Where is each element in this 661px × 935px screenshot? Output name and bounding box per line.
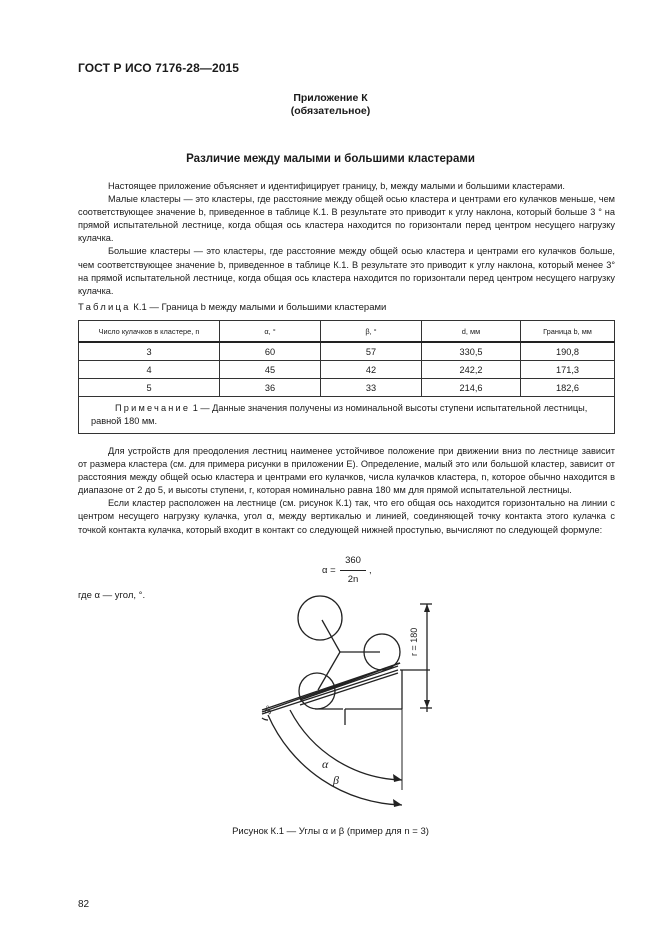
arrowhead (424, 604, 430, 612)
table-cell: 242,2 (422, 361, 521, 379)
formula-numerator: 360 (345, 555, 361, 566)
reference-line (262, 670, 398, 714)
paragraph: Большие кластеры — это кластеры, где расстояние между общей осью кластера и центрами его кулачков больше, чем соответствующее значение b, приведенное в таблице К.1. В результате это приводит к углу наклона, который менее 3° на прямой испытательной лестнице, когда общая ось кластера находится по горизонтали перед центром несущего нагрузку кулачка. (78, 246, 615, 296)
table-cell: 57 (321, 342, 422, 361)
r-label: r = 180 (409, 627, 419, 656)
annex-label: Приложение К (293, 92, 368, 104)
note-label: Примечание (115, 403, 191, 413)
table-cell: 45 (220, 361, 321, 379)
table-cell: 5 (79, 379, 220, 397)
table-header-cell: d, мм (422, 321, 521, 343)
table-cell: 3 (79, 342, 220, 361)
table-cell: 182,6 (521, 379, 615, 397)
table-cell: 330,5 (422, 342, 521, 361)
three-degree-label: 3° (262, 704, 275, 716)
alpha-arc (290, 710, 402, 780)
document-header: ГОСТ Р ИСО 7176-28—2015 (78, 61, 240, 75)
table-header-cell: β, ° (321, 321, 422, 343)
table-header-cell: α, ° (220, 321, 321, 343)
formula-lhs: α = (322, 565, 336, 576)
table-cell: 190,8 (521, 342, 615, 361)
arrowhead (393, 799, 402, 807)
table-cell: 4 (79, 361, 220, 379)
formula-comma: , (369, 565, 372, 576)
table-cell: 214,6 (422, 379, 521, 397)
table-cell: 60 (220, 342, 321, 361)
cluster-wheel (298, 596, 342, 640)
contact-line (300, 673, 398, 705)
paragraph: Если кластер расположен на лестнице (см. рисунок К.1) так, что его общая ось находится горизонтально на линии с центром несущего нагрузку кулачка, угол α, между вертикалью и линией, соединяющей точку контакта этого кулачка с точкой контакта кулачка, который входит в контакт со следующей нижней проступью, вычисляют по следующей формуле: (78, 498, 615, 535)
arrowhead (393, 774, 402, 782)
contact-line (300, 666, 398, 700)
table-caption-prefix: Таблица (78, 302, 131, 313)
cluster-spoke (322, 620, 340, 652)
table-header-cell: Граница b, мм (521, 321, 615, 343)
page-number: 82 (78, 899, 90, 910)
three-degree-arc (262, 718, 268, 720)
where-clause: где α — угол, °. (78, 590, 146, 601)
table-cell: 171,3 (521, 361, 615, 379)
figure-caption: Рисунок К.1 — Углы α и β (пример для n = 3) (232, 826, 429, 837)
table-cell: 33 (321, 379, 422, 397)
paragraph: Малые кластеры — это кластеры, где расстояние между общей осью кластера и центрами его кулачков меньше, чем соответствующее значение b, приведенное в таблице К.1. В результате это приводит к углу наклона, который больше 3 ° на прямой испытательной лестнице, когда общая ось кластера находится по горизонтали перед центром несущего нагрузку кулачка. (78, 194, 615, 244)
table-cell: 36 (220, 379, 321, 397)
note-text: 1 — Данные значения получены из номинальной высоты ступени испытательной лестницы, равной 180 мм. (91, 403, 588, 426)
paragraph: Настоящее приложение объясняет и идентифицирует границу, b, между малыми и большими кластерами. (108, 181, 565, 191)
table-cell: 42 (321, 361, 422, 379)
beta-label: β (333, 773, 339, 787)
table-caption-text: К.1 — Граница b между малыми и большими кластерами (130, 302, 387, 313)
formula-denominator: 2n (347, 574, 359, 585)
arrowhead (424, 700, 430, 708)
paragraph: Для устройств для преодоления лестниц наименее устойчивое положение при движении вниз по лестнице зависит от размера кластера (см. для примера рисунки в приложении Е). Определение, малый это или большой кластер, зависит от расстояния между общей осью кластера и центрами его кулачков, числа кулачков кластера, n, которое обычно находится в диапазоне от 2 до 5, и высоты ступени, r, которая номинально равна 180 мм для прямой испытательной лестницы. (78, 446, 615, 496)
table-header-cell: Число кулачков в кластере, n (79, 321, 220, 343)
annex-status: (обязательное) (290, 105, 371, 117)
alpha-label: α (322, 757, 329, 771)
section-title: Различие между малыми и большими кластерами (186, 153, 475, 165)
